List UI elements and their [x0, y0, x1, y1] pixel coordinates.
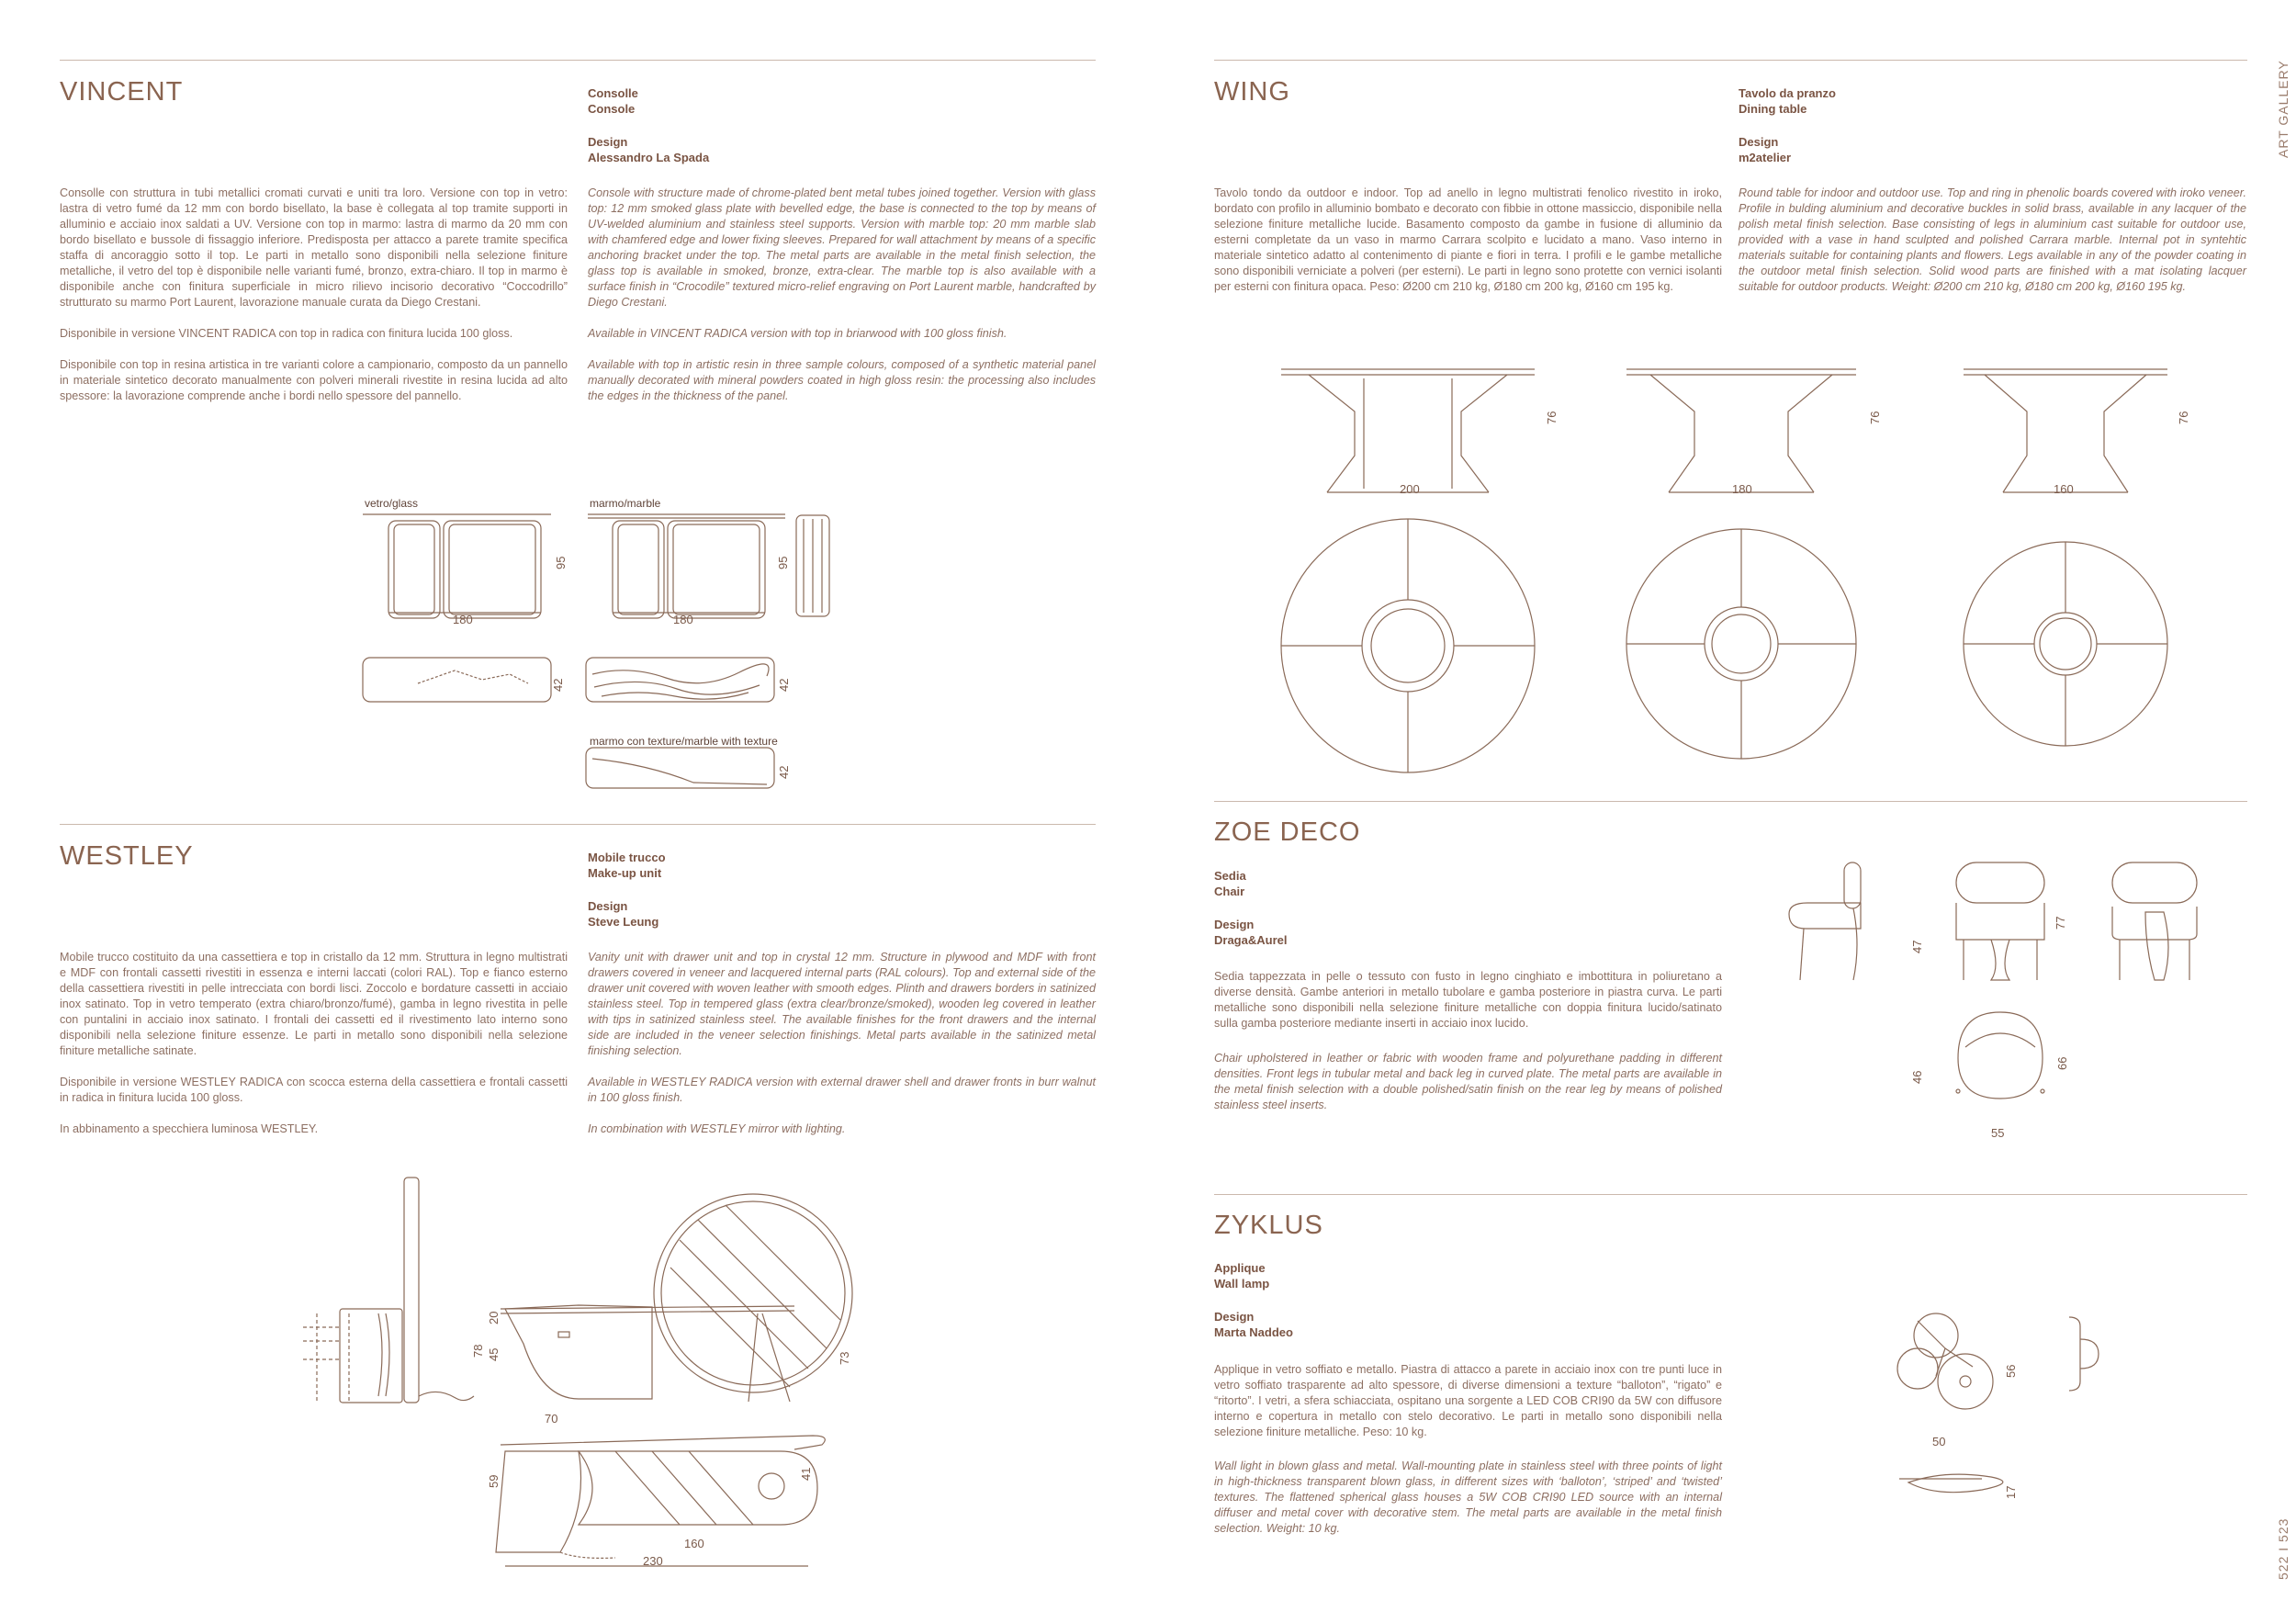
- dim-westley-h73: 73: [838, 1351, 851, 1365]
- zoe-plan: [1954, 1010, 2046, 1102]
- dim-vincent-d2: 42: [777, 678, 791, 692]
- dim-westley-h78: 78: [471, 1344, 485, 1358]
- page-numbers: 522 I 523: [2276, 1517, 2290, 1580]
- dim-zyklus-h56: 56: [2004, 1364, 2018, 1378]
- dim-zyklus-d17: 17: [2004, 1485, 2018, 1499]
- zoe-drawings: [1789, 861, 2055, 1145]
- dim-vincent-d3: 42: [777, 765, 791, 779]
- dim-westley-h41: 41: [799, 1467, 813, 1481]
- rule-vincent-top: [60, 60, 1096, 61]
- zyklus-drawings: [1890, 1312, 2110, 1505]
- westley-drawings: [294, 1176, 863, 1561]
- rule-zyklus-top: [1214, 1194, 2247, 1195]
- dim-wing-w160: 160: [2054, 482, 2074, 496]
- product-meta-vincent: Consolle Console Design Alessandro La Spada: [588, 86, 710, 164]
- dim-westley-w160: 160: [684, 1537, 704, 1550]
- product-name-vincent: VINCENT: [60, 77, 184, 107]
- dim-wing-h2: 76: [1868, 411, 1882, 424]
- dim-westley-w230: 230: [643, 1554, 663, 1568]
- dim-zoe-w55: 55: [1991, 1126, 2005, 1140]
- dim-zoe-h47: 47: [1910, 940, 1924, 953]
- product-meta-zyklus: Applique Wall lamp Design Marta Naddeo: [1214, 1261, 1293, 1339]
- description-en-zyklus: Wall light in blown glass and metal. Wall-mounting plate in stainless steel with three points of light in high-thickness transparent blown glass, in different sizes with ‘balloton’, ‘striped’ and ‘twisted’ textures. The flattened spherical glass houses a 5W COB CRI90 LED source with an internal diffuser and metal cover with decorative stem. The metal parts are available in the metal finish selection. Weight: 10 kg.: [1214, 1460, 1722, 1535]
- description-it-wing: Tavolo tondo da outdoor e indoor. Top ad anello in legno multistrati fenolico rivestito in iroko, bordato con profilo in alluminio bombato e decorato con fibbie in ottone massiccio, disponibile nella selezione finiture metalliche lucide. Basamento composto da gambe in fusione di alluminio da esterni completate da un vaso in marmo Carrara scolpito e lucidato a mano. Vaso interno in materiale sintetico adatto al contenimento di piante e fiori in terra. I profili e le gambe metalliche sono disponibili verniciate a polveri (per esterni). Le parti in legno sono protette con vernici isolanti per esterni con finitura opaca. Peso: Ø200 cm 210 kg, Ø180 cm 200 kg, Ø160 cm 195 kg.: [1214, 186, 1722, 293]
- description-en-wing: Round table for indoor and outdoor use. Top and ring in phenolic boards covered with iroko veneer. Profile in bulding aluminium and decorative buckles in solid brass, available in any lacquer of the polish metal finish selection. Base consisting of legs in aluminium cast suitable for outdoor use, provided with a vase in hand sculpted and polished Carrara marble. Internal pot in syntehtic materials suitable for containing plants and flowers. Legs available in any of the powder coating in the outdoor metal finish selection. Solid wood parts are finished with a mat isolating lacquer suitable for outdoor products. Weight: Ø200 cm 210 kg, Ø180 cm 200 kg, Ø160 195 kg.: [1739, 186, 2246, 293]
- rule-westley-top: [60, 824, 1096, 825]
- dim-vincent-d1: 42: [551, 678, 565, 692]
- rule-zoe-top: [1214, 801, 2247, 802]
- product-name-zyklus: ZYKLUS: [1214, 1211, 1323, 1240]
- dim-wing-h1: 76: [1545, 411, 1559, 424]
- dim-zoe-h77: 77: [2054, 916, 2067, 930]
- product-meta-zoe: Sedia Chair Design Draga&Aurel: [1214, 869, 1288, 947]
- description-en-vincent: Console with structure made of chrome-plated bent metal tubes joined together. Version with glass top: 12 mm smoked glass plate with bevelled edge, the base is connected to the top by means of UV-welded aluminium and stainless steel supports. Version with marble top: 20 mm marble slab with chamfered edge and lower fixing sleeves. Prepared for wall attachment by means of a specific anchoring bracket under the top. The metal parts are available in the metal finish selection, the glass top is available in smoked, bronze, extra-clear. The marble top is also available with a surface finish in “Crocodile” textured micro-relief engraving on Port Laurent marble, handcrafted by Diego Crestani. Available in VINCENT RADICA version with top in briarwood with 100 gloss finish. Available with top in artistic resin in three sample colours, composed of a synthetic material panel manually decorated with mineral powders coated in high gloss resin: the processing also includes the edges in the thickness of the panel.: [588, 186, 1096, 402]
- dim-vincent-h1: 95: [554, 556, 568, 569]
- dim-zyklus-w50: 50: [1932, 1435, 1946, 1448]
- description-it-westley: Mobile trucco costituito da una cassettiera e top in cristallo da 12 mm. Struttura in legno multistrati e MDF con frontali cassetti rivestiti in essenza e interni laccati (colori RAL). Top e fianco esterno della cassettiera rivestiti in pelle intrecciata con bordi lisci. Zoccolo e bordature cassetti in acciaio inox satinato. Top in vetro temperato (extra chiaro/bronzo/fumé), gamba in legno rivestita in pelle con puntalini in acciaio inox satinato. I frontali dei cassetti ed il rivestimento lato interno sono disponibili nella selezione finiture essenze. Le parti in metallo sono disponibili nella selezione finiture metalliche satinate. Disponibile in versione WESTLEY RADICA con scocca esterna della cassettiera e frontali cassetti in radica in finitura lucida 100 gloss. In abbinamento a specchiera luminosa WESTLEY.: [60, 951, 568, 1135]
- dim-vincent-w1: 180: [453, 613, 473, 626]
- rule-wing-top: [1214, 60, 2247, 61]
- dim-vincent-w2: 180: [673, 613, 693, 626]
- label-marble: marmo/marble: [590, 497, 661, 510]
- label-glass: vetro/glass: [365, 497, 419, 510]
- dim-wing-h3: 76: [2177, 411, 2190, 424]
- vincent-top-views: [363, 656, 785, 794]
- wing-elevations: [1281, 367, 2200, 496]
- product-name-westley: WESTLEY: [60, 841, 194, 871]
- dim-westley-d59: 59: [487, 1474, 501, 1488]
- label-texture: marmo con texture/marble with texture: [590, 735, 778, 748]
- dim-vincent-h2: 95: [776, 556, 790, 569]
- description-it-vincent: Consolle con struttura in tubi metallici cromati curvati e uniti tra loro. Versione con top in vetro: lastra di vetro fumé da 12 mm con bordo bisellato, la base è collegata al top tramite supporti in alluminio e acciaio inox saldati a UV. Versione con top in marmo: lastra di marmo da 20 mm con bordo bisellato e bussole di fissaggio inferiore. Predisposta per attacco a parete tramite specifica staffa di ancoraggio sotto il top. Le parti in metallo sono disponibili nella selezione finiture metalliche, il vetro del top è disponibile nelle varianti fumé, bronzo, extra-chiaro. Il top in marmo è disponibile anche con finitura superficiale in micro rilievo incisorio decorativo “Coccodrillo” strutturato su marmo Port Laurent, lavorazione manuale curata da Diego Crestani. Disponibile in versione VINCENT RADICA con top in radica con finitura lucida 100 gloss. Disponibile con top in resina artistica in tre varianti colore a campionario, composto da un pannello in materiale sintetico decorato manualmente con polveri minerali rivestite in resina lucida ad alto spessore: la lavorazione comprende anche i bordi nello spessore del pannello.: [60, 186, 568, 402]
- dim-wing-w180: 180: [1732, 482, 1752, 496]
- dim-zoe-d66: 66: [2055, 1056, 2069, 1070]
- product-name-wing: WING: [1214, 77, 1290, 107]
- product-meta-wing: Tavolo da pranzo Dining table Design m2atelier: [1739, 86, 1836, 164]
- vincent-front-views: [363, 510, 840, 620]
- description-it-zyklus: Applique in vetro soffiato e metallo. Piastra di attacco a parete in acciaio inox con tre punti luce in vetro soffiato trasparente ad alto spessore, di diverse dimensioni a texture “balloton”, “rigato” e “ritorto”. I vetri, a sfera schiacciata, ospitano una sorgente a LED COB CRI90 da 5W con diffusore interno e copertura in metallo con stelo decorativo. Le parti in metallo sono disponibili nella selezione finiture metalliche. Peso: 10 kg.: [1214, 1363, 1722, 1438]
- description-en-zoe: Chair upholstered in leather or fabric with wooden frame and polyurethane padding in different densities. Front legs in tubular metal and back leg in curved plate. The metal parts are available in the metal finish selection with a double polished/satin finish on the rear leg by means of polished stainless steel inserts.: [1214, 1052, 1722, 1111]
- wing-plans: [1281, 519, 2200, 776]
- dim-zoe-d46: 46: [1910, 1070, 1924, 1084]
- product-name-zoe: ZOE DECO: [1214, 817, 1361, 847]
- description-it-zoe: Sedia tappezzata in pelle o tessuto con fusto in legno cinghiato e imbottitura in poliuretano a diverse densità. Gambe anteriori in metallo tubolare e gamba posteriore in piastra curva. Le parti metalliche sono disponibili nella selezione finiture metalliche con doppia finitura lucido/satinato sulla gamba posteriore mediante inserti in acciaio inox lucido.: [1214, 970, 1722, 1030]
- dim-westley-h45: 45: [487, 1347, 501, 1361]
- dim-westley-w70: 70: [545, 1412, 558, 1426]
- dim-wing-w200: 200: [1400, 482, 1420, 496]
- dim-westley-h20: 20: [487, 1311, 501, 1324]
- zoe-drawings-right: [2110, 861, 2202, 989]
- product-meta-westley: Mobile trucco Make-up unit Design Steve Leung: [588, 851, 666, 929]
- description-en-westley: Vanity unit with drawer unit and top in crystal 12 mm. Structure in plywood and MDF with front drawers covered in veneer and lacquered internal parts (RAL colours). Top and external side of the drawer unit covered with woven leather with smooth edges. Plinth and drawers borders in satinized stainless steel. Top in tempered glass (extra clear/bronze/smoked), wooden leg covered in leather with tips in satinized stainless steel. The available finishes for the front drawers and the internal side are included in the veneer selection finishings. Metal parts available in the satinized metal finishing selection. Available in WESTLEY RADICA version with external drawer shell and drawer fronts in burr walnut in 100 gloss finish. In combination with WESTLEY mirror with lighting.: [588, 951, 1096, 1135]
- section-label: ART GALLERY: [2276, 60, 2290, 158]
